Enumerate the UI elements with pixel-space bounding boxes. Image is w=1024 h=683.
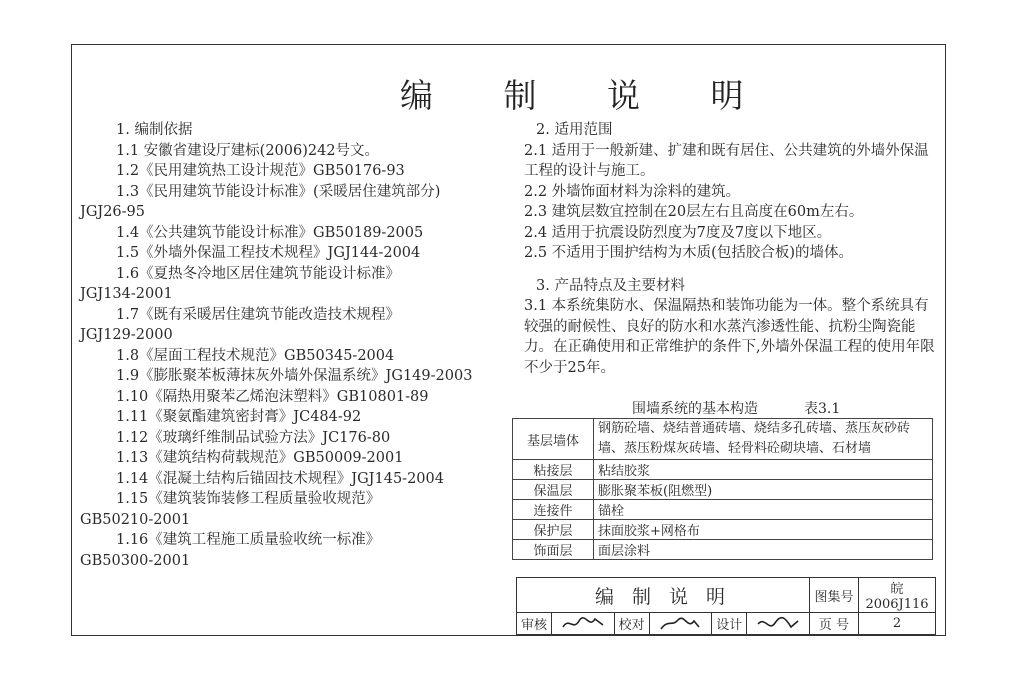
layer-name: 保护层	[513, 520, 594, 540]
table-number: 表3.1	[804, 401, 841, 417]
reference-item: GB50210-2001	[80, 511, 191, 528]
table-row	[513, 520, 933, 540]
scope-item: 2.1 适用于一般新建、扩建和既有居住、公共建筑的外墙外保温工程的设计与施工。	[524, 142, 929, 179]
reference-item: 1.2《民用建筑热工设计规范》GB50176-93	[116, 163, 405, 179]
signature-icon	[658, 615, 702, 633]
table-row	[513, 419, 933, 460]
reference-item: 1.9《膨胀聚苯板薄抹灰外墙外保温系统》JG149-2003	[116, 368, 473, 384]
reference-item: 1.3《民用建筑节能设计标准》(采暖居住建筑部分)	[116, 183, 441, 200]
layer-desc: 锚栓	[594, 500, 933, 520]
table-caption-text: 围墙系统的基本构造	[632, 401, 758, 417]
layer-name: 饰面层	[513, 540, 594, 560]
scope-item: 2.5 不适用于围护结构为木质(包括胶合板)的墙体。	[524, 245, 853, 261]
section-heading: 2. 适用范围	[536, 122, 613, 138]
right-column	[500, 116, 940, 378]
check-signature	[649, 613, 712, 635]
reference-item: 1.13《建筑结构荷载规范》GB50009-2001	[116, 450, 404, 466]
check-label: 校对	[614, 613, 649, 635]
reference-item: 1.16《建筑工程施工质量验收统一标准》	[116, 532, 381, 548]
table-caption	[632, 398, 840, 418]
title-block-name: 编 制 说 明	[517, 578, 810, 613]
reference-item: 1.10《隔热用聚苯乙烯泡沫塑料》GB10801-89	[116, 388, 429, 405]
scope-item: 2.3 建筑层数宜控制在20层左右且高度在60m左右。	[524, 204, 864, 220]
reference-item: 1.1 安徽省建设厅建标(2006)242号文。	[116, 142, 380, 159]
reference-item: 1.6《夏热冬冷地区居住建筑节能设计标准》	[116, 265, 401, 282]
section-heading: 3. 产品特点及主要材料	[536, 277, 685, 294]
reference-item: 1.7《既有采暖居住建筑节能改造技术规程》	[116, 306, 401, 323]
reference-item: 1.15《建筑装饰装修工程质量验收规范》	[116, 491, 381, 507]
section-heading: 1. 编制依据	[116, 122, 193, 138]
atlas-value: 皖2006J116	[859, 578, 936, 613]
signature-icon	[561, 615, 605, 633]
table-row	[513, 460, 933, 480]
layer-name: 保温层	[513, 480, 594, 500]
page-label: 页 号	[810, 613, 859, 635]
table-row	[513, 480, 933, 500]
layer-desc: 面层涂料	[594, 540, 933, 560]
page-value: 2	[859, 613, 936, 635]
layer-desc: 钢筋砼墙、烧结普通砖墙、烧结多孔砖墙、蒸压灰砂砖墙、蒸压粉煤灰砖墙、轻骨料砼砌块墙、石材墙	[594, 419, 933, 460]
left-column	[80, 116, 490, 571]
reference-item: 1.14《混凝土结构后锚固技术规程》JGJ145-2004	[116, 470, 444, 487]
reference-item: 1.4《公共建筑节能设计标准》GB50189-2005	[116, 224, 424, 241]
design-label: 设计	[712, 613, 747, 635]
review-signature	[552, 613, 615, 635]
reference-item: 1.5《外墙外保温工程技术规程》JGJ144-2004	[116, 245, 421, 261]
signature-icon	[756, 615, 800, 633]
materials-table	[512, 418, 933, 560]
atlas-label: 图集号	[810, 578, 859, 613]
layer-desc: 膨胀聚苯板(阻燃型)	[594, 480, 933, 500]
layer-name: 粘接层	[513, 460, 594, 480]
design-signature	[747, 613, 810, 635]
reference-item: JGJ134-2001	[80, 286, 173, 302]
table-row	[513, 500, 933, 520]
layer-desc: 粘结胶浆	[594, 460, 933, 480]
reference-item: JGJ26-95	[80, 204, 146, 220]
scope-item: 2.4 适用于抗震设防烈度为7度及7度以下地区。	[524, 224, 832, 241]
scope-item: 2.2 外墙饰面材料为涂料的建筑。	[524, 183, 741, 200]
layer-desc: 抹面胶浆+网格布	[594, 520, 933, 540]
reference-item: 1.11《聚氨酯建筑密封膏》JC484-92	[116, 409, 362, 425]
table-row	[513, 540, 933, 560]
reference-item: 1.8《屋面工程技术规范》GB50345-2004	[116, 347, 395, 364]
title-block	[516, 577, 936, 635]
feature-paragraph: 3.1 本系统集防水、保温隔热和装饰功能为一体。整个系统具有较强的耐候性、良好的防水和水蒸汽渗透性能、抗粉尘陶瓷能力。在正确使用和正常维护的条件下,外墙外保温工程的使用年限不少于25年。	[524, 298, 935, 376]
layer-name: 基层墙体	[513, 419, 594, 460]
reference-item: JGJ129-2000	[80, 327, 173, 343]
reference-item: GB50300-2001	[80, 552, 191, 569]
review-label: 审核	[517, 613, 552, 635]
reference-item: 1.12《玻璃纤维制品试验方法》JC176-80	[116, 429, 391, 446]
layer-name: 连接件	[513, 500, 594, 520]
page-title: 编 制 说 明	[400, 76, 774, 115]
